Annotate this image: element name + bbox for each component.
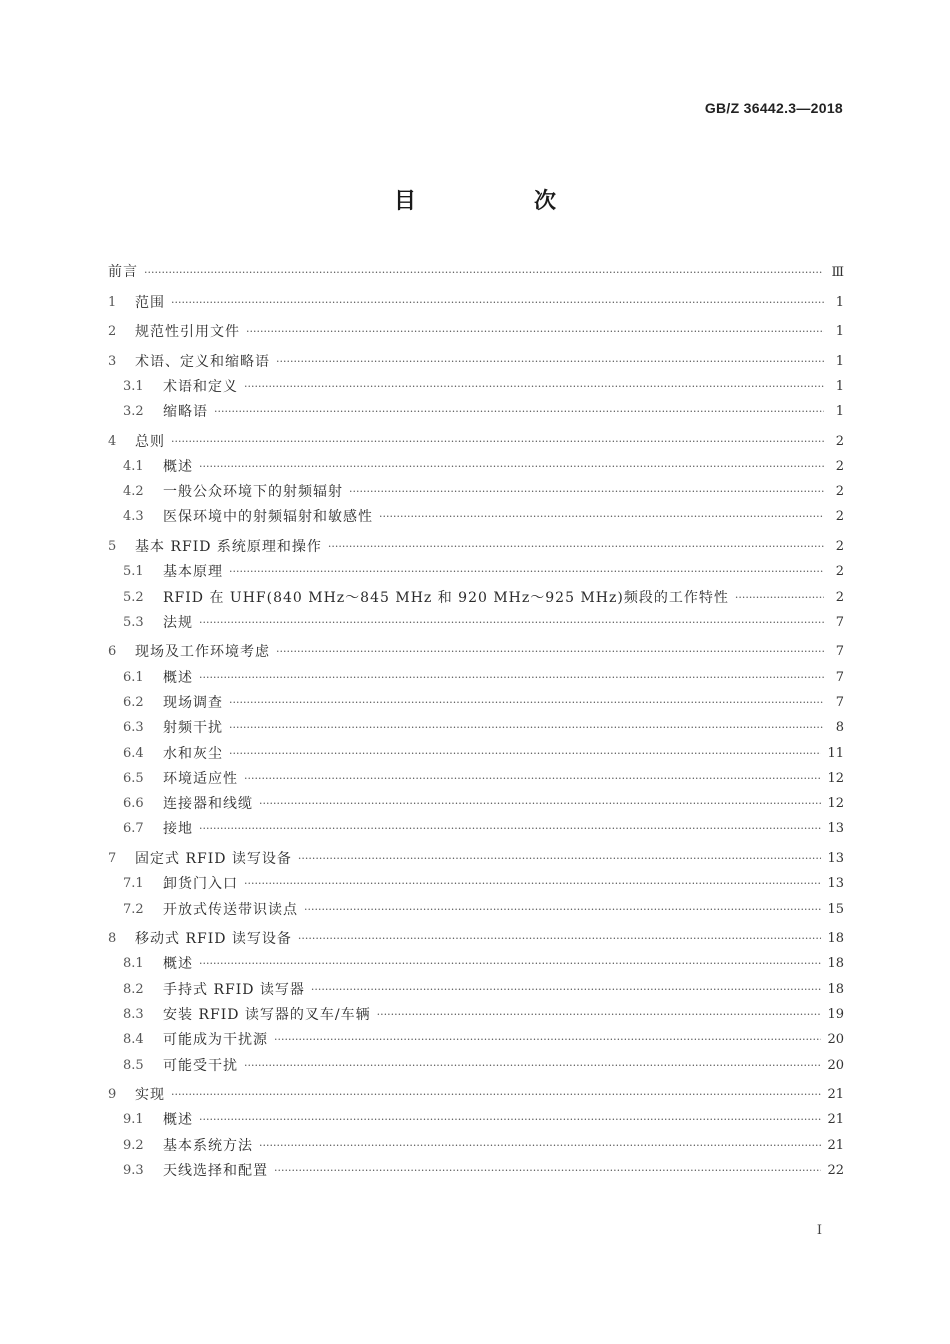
toc-dot-leader [379,507,824,527]
toc-page-number: 13 [827,821,844,837]
footer-page-number: I [816,1223,822,1238]
toc-page-number: 12 [827,796,844,812]
toc-page-number: 11 [827,745,844,761]
toc-section-number: 9.2 [123,1137,144,1153]
toc-section-title: 一般公众环境下的射频辐射 [163,484,343,501]
toc-entry-heading [108,1056,238,1076]
toc-section-title: 手持式 RFID 读写器 [163,981,305,998]
toc-entry-heading [108,352,270,372]
toc-entry[interactable] [108,322,844,342]
toc-page-number: 7 [835,669,844,685]
toc-entry-heading [108,718,223,738]
toc-entry[interactable] [108,1005,844,1025]
toc-dot-leader [377,1005,822,1025]
toc-page-number: 19 [827,1006,844,1022]
toc-page-number: 20 [827,1032,844,1048]
toc-entry[interactable] [108,588,844,608]
toc-section-title: 概述 [163,1112,193,1129]
toc-entry-heading [108,293,165,313]
toc-section-title: 固定式 RFID 读写设备 [135,850,292,867]
toc-page-number: 7 [835,644,844,660]
toc-dot-leader [199,954,821,974]
toc-dot-leader [199,819,821,839]
toc-entry[interactable] [108,507,844,527]
toc-dot-leader [144,263,824,283]
toc-entry-heading [108,744,223,764]
toc-entry[interactable] [108,668,844,688]
toc-page-number: 8 [835,720,844,736]
toc-section-number: 8.2 [123,981,144,997]
toc-page-number: 21 [827,1087,844,1103]
toc-section-number: 3 [108,353,117,369]
toc-entry[interactable] [108,482,844,502]
toc-dot-leader [244,874,821,894]
toc-section-title: 基本系统方法 [163,1137,253,1154]
toc-entry[interactable] [108,1110,844,1130]
toc-entry[interactable] [108,1056,844,1076]
toc-page-number: 21 [827,1137,844,1153]
toc-entry[interactable] [108,1161,844,1181]
toc-section-title: 范围 [135,294,165,311]
toc-section-title: 开放式传送带识读点 [163,901,298,918]
toc-section-title: 规范性引用文件 [135,324,240,340]
toc-section-number: 4.1 [123,458,144,474]
toc-entry-heading [108,1085,165,1105]
toc-entry[interactable] [108,432,844,452]
toc-dot-leader [171,1085,821,1105]
toc-section-title: 可能成为干扰源 [163,1032,268,1049]
toc-page-number: 21 [827,1112,844,1128]
toc-entry[interactable] [108,1136,844,1156]
toc-dot-leader [171,293,824,313]
toc-entry[interactable] [108,377,844,397]
toc-section-number: 9 [108,1087,117,1103]
toc-dot-leader [349,482,824,502]
toc-dot-leader [199,457,824,477]
toc-section-title: RFID 在 UHF(840 MHz～845 MHz 和 920 MHz～925 MHz)频段的工作特性 [163,589,729,606]
toc-entry-heading [108,1005,371,1025]
toc-section-number: 6.6 [123,796,144,812]
toc-section-title: 移动式 RFID 读写设备 [135,931,292,948]
toc-dot-leader [311,980,822,1000]
toc-section-title: 现场及工作环境考虑 [135,644,270,661]
toc-section-title: 术语、定义和缩略语 [135,353,270,370]
toc-page-number: Ⅲ [831,265,844,280]
toc-section-number: 5.2 [123,589,144,605]
toc-entry[interactable] [108,769,844,789]
toc-section-number: 8.4 [123,1032,144,1048]
toc-page-number: 15 [827,901,844,917]
toc-entry[interactable] [108,642,844,662]
table-of-contents [108,262,844,1181]
toc-page-number: 2 [835,509,844,525]
toc-section-number: 8.1 [123,956,144,972]
toc-page-number: 18 [827,981,844,997]
toc-page-number: 1 [835,353,844,369]
toc-section-number: 3.2 [123,404,144,420]
toc-page-number: 20 [827,1057,844,1073]
standard-code: GB/Z 36442.3—2018 [704,100,843,116]
toc-dot-leader [298,929,822,949]
toc-dot-leader [229,718,824,738]
toc-section-title: 医保环境中的射频辐射和敏感性 [163,509,373,526]
toc-section-number: 6.7 [123,821,144,837]
toc-section-number: 7.1 [123,876,144,892]
toc-entry[interactable] [108,402,844,422]
toc-entry-heading [108,980,305,1000]
toc-entry-heading [108,588,729,608]
toc-entry-heading [108,613,193,633]
toc-entry[interactable] [108,352,844,372]
toc-section-title: 基本原理 [163,564,223,581]
toc-dot-leader [199,1110,821,1130]
toc-section-title: 概述 [163,956,193,973]
toc-entry-heading [108,874,238,894]
toc-entry-heading [108,794,253,814]
toc-section-title: 缩略语 [163,404,208,421]
page-title: 目 次 [393,189,604,214]
toc-dot-leader [259,794,821,814]
toc-entry-heading [108,668,193,688]
toc-entry[interactable] [108,718,844,738]
toc-section-number: 6.4 [123,745,144,761]
toc-entry-heading [108,262,138,282]
toc-dot-leader [246,322,824,342]
toc-dot-leader [274,1161,821,1181]
toc-page-number: 1 [835,378,844,394]
toc-section-title: 概述 [163,669,193,686]
toc-section-number: 4 [108,433,117,449]
toc-entry-heading [108,849,292,869]
toc-section-title: 法规 [163,614,193,631]
toc-section-title: 安装 RFID 读写器的叉车/车辆 [163,1006,371,1023]
toc-dot-leader [244,377,824,397]
toc-section-title: 基本 RFID 系统原理和操作 [135,538,322,555]
toc-page-number: 2 [835,484,844,500]
toc-entry[interactable] [108,562,844,582]
toc-entry[interactable] [108,537,844,557]
toc-entry[interactable] [108,613,844,633]
toc-dot-leader [229,744,821,764]
toc-entry[interactable] [108,849,844,869]
toc-page-number: 7 [835,614,844,630]
toc-section-number: 5.1 [123,564,144,580]
toc-section-title: 可能受干扰 [163,1057,238,1074]
toc-entry-heading [108,954,193,974]
toc-section-number: 8 [108,931,117,947]
toc-page-number: 13 [827,850,844,866]
toc-dot-leader [244,1056,821,1076]
toc-page-number: 1 [835,324,844,339]
toc-section-number: 2 [108,324,117,339]
toc-section-title: 前言 [108,264,138,280]
toc-section-number: 3.1 [123,378,144,394]
toc-entry-heading [108,642,270,662]
toc-dot-leader [276,642,824,662]
toc-entry-heading [108,432,165,452]
toc-page-number: 2 [835,538,844,554]
toc-section-title: 接地 [163,821,193,838]
toc-entry-heading [108,562,223,582]
toc-entry[interactable] [108,293,844,313]
toc-page-number: 18 [827,931,844,947]
toc-entry[interactable] [108,1085,844,1105]
toc-dot-leader [171,432,824,452]
toc-section-number: 6 [108,644,117,660]
toc-page-number: 12 [827,770,844,786]
toc-section-number: 7.2 [123,901,144,917]
toc-dot-leader [199,613,824,633]
toc-section-number: 9.3 [123,1162,144,1178]
toc-entry-heading [108,537,322,557]
toc-entry-heading [108,377,238,397]
toc-section-number: 9.1 [123,1112,144,1128]
toc-entry[interactable] [108,457,844,477]
toc-section-title: 射频干扰 [163,720,223,737]
toc-section-number: 6.3 [123,720,144,736]
toc-dot-leader [298,849,822,869]
toc-dot-leader [229,562,824,582]
toc-section-number: 8.3 [123,1006,144,1022]
toc-entry-heading [108,322,240,342]
toc-page-number: 1 [835,294,844,310]
toc-entry[interactable] [108,1030,844,1050]
toc-section-number: 5 [108,538,117,554]
toc-entry-heading [108,507,373,527]
toc-entry[interactable] [108,794,844,814]
toc-page-number: 2 [835,589,844,605]
toc-entry-heading [108,693,223,713]
toc-dot-leader [259,1136,821,1156]
toc-page-number: 2 [835,458,844,474]
toc-dot-leader [735,588,824,608]
toc-section-number: 6.1 [123,669,144,685]
toc-section-title: 环境适应性 [163,770,238,787]
toc-section-title: 总则 [135,433,165,450]
toc-entry[interactable] [108,693,844,713]
toc-section-number: 6.2 [123,694,144,710]
toc-dot-leader [274,1030,821,1050]
toc-dot-leader [244,769,821,789]
toc-entry-heading [108,1161,268,1181]
toc-entry-heading [108,819,193,839]
toc-entry-heading [108,1110,193,1130]
toc-section-title: 卸货门入口 [163,876,238,893]
toc-dot-leader [229,693,824,713]
toc-entry[interactable] [108,744,844,764]
toc-section-number: 7 [108,850,117,866]
toc-page-number: 13 [827,876,844,892]
toc-entry-heading [108,482,343,502]
toc-section-title: 现场调查 [163,694,223,711]
toc-page-number: 7 [835,694,844,710]
toc-entry[interactable] [108,262,844,283]
toc-page-number: 2 [835,564,844,580]
toc-section-number: 1 [108,294,117,310]
toc-section-title: 连接器和线缆 [163,796,253,813]
toc-section-title: 水和灰尘 [163,745,223,762]
toc-dot-leader [199,668,824,688]
toc-section-number: 6.5 [123,770,144,786]
toc-page-number: 1 [835,404,844,420]
toc-section-number: 8.5 [123,1057,144,1073]
toc-dot-leader [276,352,824,372]
toc-entry[interactable] [108,900,844,920]
toc-entry-heading [108,769,238,789]
toc-page-number: 18 [827,956,844,972]
toc-section-title: 术语和定义 [163,378,238,395]
toc-entry[interactable] [108,929,844,949]
toc-dot-leader [214,402,824,422]
toc-dot-leader [304,900,821,920]
toc-entry[interactable] [108,874,844,894]
toc-entry-heading [108,457,193,477]
toc-section-number: 4.2 [123,484,144,500]
toc-page-number: 2 [835,433,844,449]
toc-entry[interactable] [108,819,844,839]
toc-entry-heading [108,929,292,949]
toc-section-title: 概述 [163,458,193,475]
toc-entry-heading [108,1136,253,1156]
toc-entry-heading [108,402,208,422]
toc-page-number: 22 [827,1162,844,1178]
toc-entry[interactable] [108,980,844,1000]
toc-entry-heading [108,1030,268,1050]
toc-section-title: 天线选择和配置 [163,1162,268,1179]
toc-dot-leader [328,537,824,557]
toc-entry-heading [108,900,298,920]
toc-section-number: 4.3 [123,509,144,525]
toc-section-number: 5.3 [123,614,144,630]
toc-entry[interactable] [108,954,844,974]
toc-section-title: 实现 [135,1087,165,1104]
